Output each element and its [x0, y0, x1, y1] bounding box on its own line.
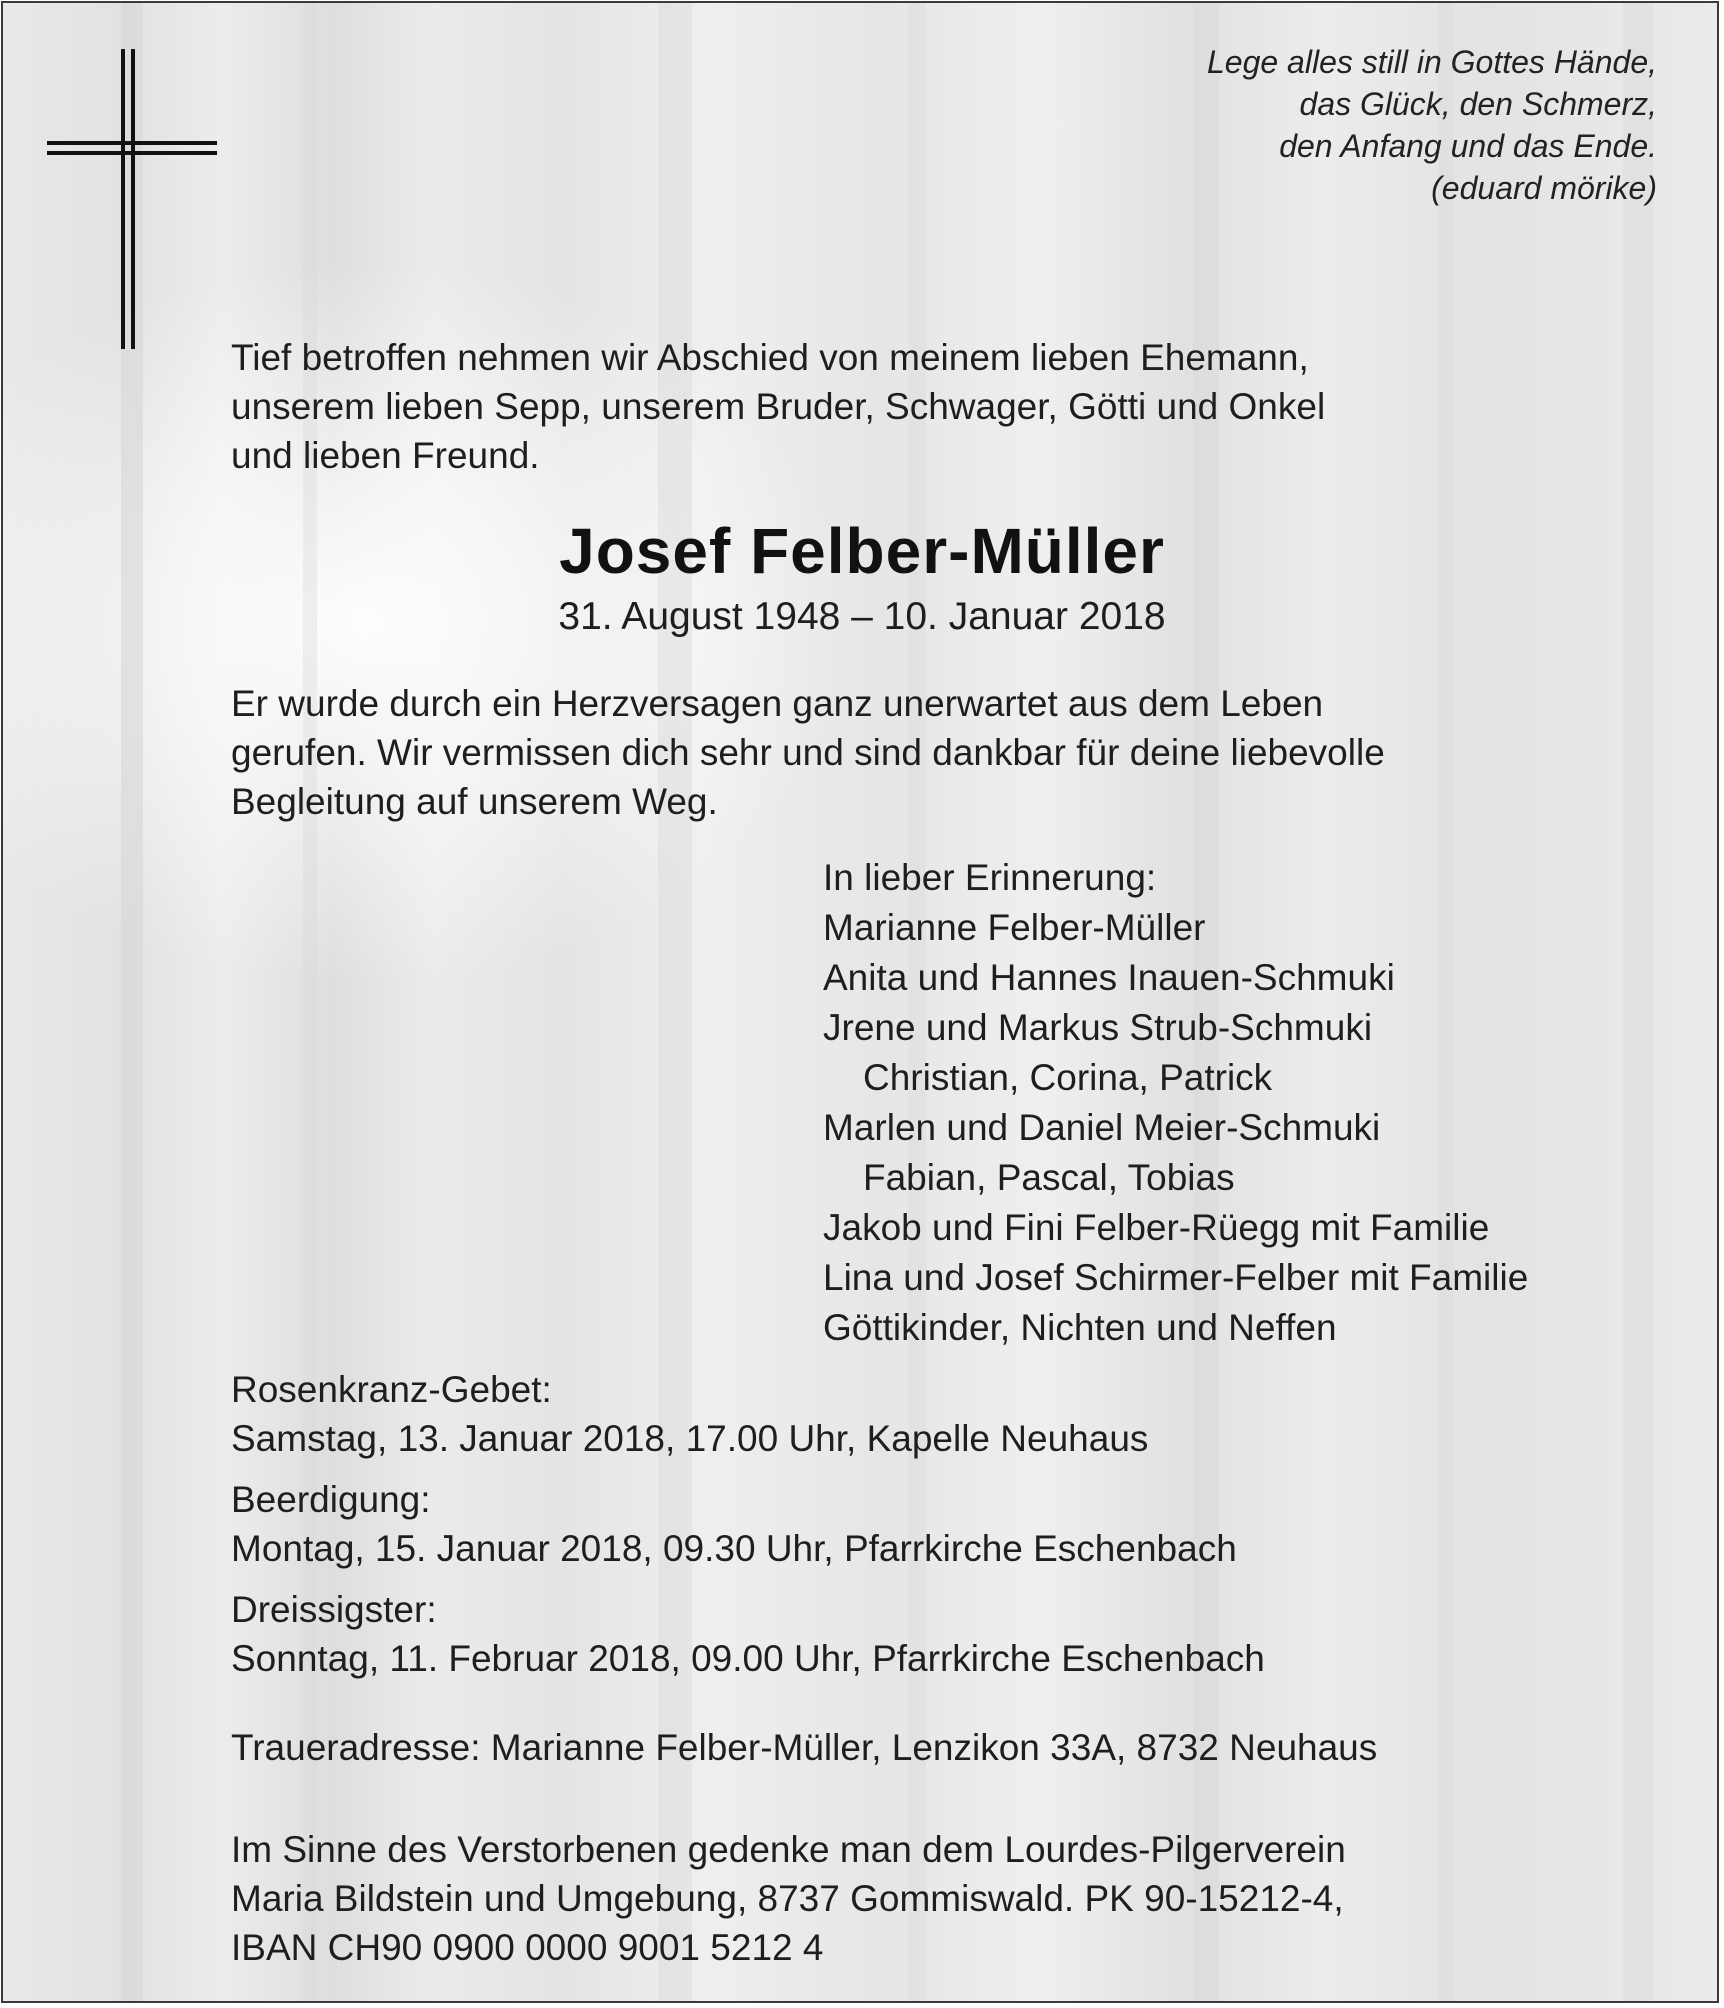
intro-line: und lieben Freund.: [231, 435, 540, 476]
service-funeral: [231, 1475, 1265, 1573]
intro-text: [231, 333, 1325, 480]
service-label: Beerdigung:: [231, 1479, 431, 1520]
poem-line: den Anfang und das Ende.: [1279, 128, 1657, 164]
poem-line: Lege alles still in Gottes Hände,: [1206, 44, 1657, 80]
family-list: [823, 853, 1528, 1353]
service-detail: Samstag, 13. Januar 2018, 17.00 Uhr, Kapelle Neuhaus: [231, 1418, 1149, 1459]
message-text: [231, 679, 1385, 826]
deceased-name: Josef Felber-Müller: [559, 515, 1165, 587]
background-tree: [658, 3, 692, 2001]
services-list: [231, 1365, 1265, 1695]
family-member-children: Fabian, Pascal, Tobias: [863, 1157, 1235, 1198]
mourning-address: Traueradresse: Marianne Felber-Müller, Lenzikon 33A, 8732 Neuhaus: [231, 1727, 1378, 1768]
donation-line: Im Sinne des Verstorbenen gedenke man dem Lourdes-Pilgerverein: [231, 1829, 1346, 1870]
donation-line: IBAN CH90 0900 0000 9001 5212 4: [231, 1927, 824, 1968]
obituary-page: [1, 1, 1719, 2003]
family-member: Anita und Hannes Inauen-Schmuki: [823, 957, 1395, 998]
background-tree: [1623, 3, 1653, 2001]
family-member: Jrene und Markus Strub-Schmuki: [823, 1007, 1373, 1048]
poem-quote: [957, 41, 1657, 209]
service-detail: Sonntag, 11. Februar 2018, 09.00 Uhr, Pfarrkirche Eschenbach: [231, 1638, 1265, 1679]
donation-line: Maria Bildstein und Umgebung, 8737 Gommiswald. PK 90-15212-4,: [231, 1878, 1344, 1919]
intro-line: unserem lieben Sepp, unserem Bruder, Schwager, Götti und Onkel: [231, 386, 1326, 427]
family-member: Marlen und Daniel Meier-Schmuki: [823, 1107, 1381, 1148]
service-label: Rosenkranz-Gebet:: [231, 1369, 552, 1410]
family-heading: In lieber Erinnerung:: [823, 857, 1157, 898]
message-line: Er wurde durch ein Herzversagen ganz unerwartet aus dem Leben: [231, 683, 1324, 724]
service-rosary: [231, 1365, 1265, 1463]
service-label: Dreissigster:: [231, 1589, 437, 1630]
message-line: gerufen. Wir vermissen dich sehr und sind dankbar für deine liebevolle: [231, 732, 1385, 773]
family-member: Lina und Josef Schirmer-Felber mit Familie: [823, 1257, 1529, 1298]
service-thirtieth: [231, 1585, 1265, 1683]
service-detail: Montag, 15. Januar 2018, 09.30 Uhr, Pfarrkirche Eschenbach: [231, 1528, 1237, 1569]
background-tree: [303, 3, 317, 2001]
poem-line: das Glück, den Schmerz,: [1299, 86, 1657, 122]
family-member: Marianne Felber-Müller: [823, 907, 1206, 948]
family-member: Jakob und Fini Felber-Rüegg mit Familie: [823, 1207, 1490, 1248]
cross-icon: [43, 49, 219, 349]
family-member-children: Christian, Corina, Patrick: [863, 1057, 1273, 1098]
donation-note: [231, 1825, 1346, 1972]
intro-line: Tief betroffen nehmen wir Abschied von meinem lieben Ehemann,: [231, 337, 1309, 378]
poem-author: (eduard mörike): [1431, 170, 1657, 206]
life-dates: 31. August 1948 – 10. Januar 2018: [558, 595, 1166, 638]
family-member: Göttikinder, Nichten und Neffen: [823, 1307, 1337, 1348]
message-line: Begleitung auf unserem Weg.: [231, 781, 718, 822]
